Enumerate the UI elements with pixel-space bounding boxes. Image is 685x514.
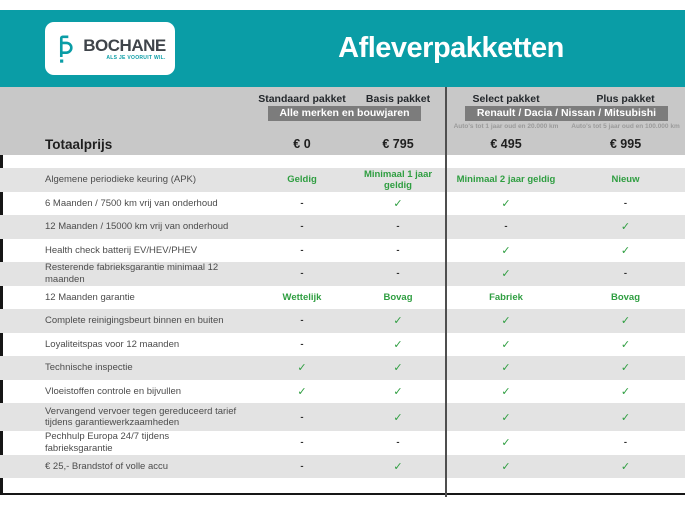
cell-standaard: - <box>300 221 304 233</box>
package-names-row <box>0 87 685 104</box>
cell-plus: ✓ <box>620 385 631 398</box>
price-select: € 495 <box>490 137 522 151</box>
feature-label: Technische inspectie <box>45 362 133 374</box>
cell-plus: Nieuw <box>611 174 640 186</box>
feature-label: 6 Maanden / 7500 km vrij van onderhoud <box>45 197 218 209</box>
feature-label: 12 Maanden / 15000 km vrij van onderhoud <box>45 221 229 233</box>
header-bar <box>0 10 685 87</box>
badge-brands: Renault / Dacia / Nissan / Mitsubishi <box>465 106 668 121</box>
feature-label: Loyaliteitspas voor 12 maanden <box>45 338 180 350</box>
cell-basis: - <box>396 268 400 280</box>
price-standaard: € 0 <box>293 137 311 151</box>
cell-select: ✓ <box>501 244 511 257</box>
bochane-logo <box>45 22 175 75</box>
table-row <box>0 380 685 404</box>
feature-label: Pechhulp Europa 24/7 tijdens fabrieksgarantie <box>45 431 170 454</box>
cell-select: ✓ <box>501 437 511 450</box>
badge-all-brands: Alle merken en bouwjaren <box>268 106 421 121</box>
cell-basis: ✓ <box>393 197 403 210</box>
bottom-margin <box>0 495 685 513</box>
cell-standaard: ✓ <box>297 362 307 375</box>
total-price-row <box>0 133 685 155</box>
cell-basis: - <box>396 244 400 256</box>
cell-plus: ✓ <box>620 244 631 257</box>
cell-standaard: - <box>300 411 304 423</box>
cell-basis: ✓ <box>393 460 403 473</box>
feature-label: 12 Maanden garantie <box>45 291 135 303</box>
cell-standaard: - <box>300 197 304 209</box>
table-row <box>0 215 685 239</box>
cell-standaard: - <box>300 244 304 256</box>
cell-basis: Minimaal 1 jaar geldig <box>363 168 433 191</box>
cell-standaard: Geldig <box>287 174 317 186</box>
feature-rows <box>0 168 685 478</box>
package-header-standaard: Standaard pakket <box>258 92 346 105</box>
table-row <box>0 168 685 192</box>
cell-basis: ✓ <box>393 385 403 398</box>
note-select: Auto's tot 1 jaar oud en 20.000 km <box>453 123 559 131</box>
cell-plus: ✓ <box>620 362 631 375</box>
bochane-logo-icon <box>54 34 77 64</box>
feature-label: Algemene periodieke keuring (APK) <box>45 174 197 186</box>
cell-plus: - <box>623 197 628 209</box>
table-row <box>0 333 685 357</box>
package-header-basis: Basis pakket <box>365 92 431 105</box>
price-basis: € 795 <box>382 137 414 151</box>
table-row <box>0 431 685 455</box>
package-header-select: Select pakket <box>472 92 540 105</box>
cell-basis: - <box>396 221 400 233</box>
cell-plus: - <box>623 268 628 280</box>
feature-label: € 25,- Brandstof of volle accu <box>45 460 169 472</box>
cell-basis: ✓ <box>393 315 403 328</box>
group-divider-line <box>445 87 447 497</box>
feature-label: Complete reinigingsbeurt binnen en buiten <box>45 315 224 327</box>
table-row <box>0 286 685 310</box>
column-header-band <box>0 87 685 155</box>
cell-standaard: - <box>300 460 304 472</box>
cell-standaard: ✓ <box>297 385 307 398</box>
cell-select: ✓ <box>501 460 511 473</box>
cell-plus: ✓ <box>620 315 631 328</box>
spacer-row <box>0 155 685 168</box>
logo-tagline: ALS JE VOORUIT WIL. <box>106 54 166 61</box>
table-row <box>0 309 685 333</box>
cell-select: ✓ <box>501 385 511 398</box>
cell-plus: ✓ <box>620 460 631 473</box>
logo-brand: BOCHANE <box>83 35 166 55</box>
total-price-label: Totaalprijs <box>45 136 113 152</box>
feature-label: Vloeistoffen controle en bijvullen <box>45 385 182 397</box>
feature-label: Vervangend vervoer tegen gereduceerd tarief tijdens garantiewerkzaamheden <box>45 405 237 428</box>
cell-plus: ✓ <box>620 338 631 351</box>
cell-plus: ✓ <box>620 411 631 424</box>
cell-standaard: Wettelijk <box>282 291 322 303</box>
cell-basis: ✓ <box>393 362 403 375</box>
cell-standaard: - <box>300 437 304 449</box>
table-row <box>0 239 685 263</box>
table-row <box>0 262 685 286</box>
cell-select: ✓ <box>501 338 511 351</box>
cell-plus: ✓ <box>620 221 631 234</box>
cell-standaard: - <box>300 268 304 280</box>
cell-plus: - <box>623 437 628 449</box>
cell-select: Fabriek <box>489 291 523 303</box>
package-header-plus: Plus pakket <box>596 92 655 105</box>
table-row <box>0 356 685 380</box>
cell-basis: ✓ <box>393 411 403 424</box>
cell-select: ✓ <box>501 197 511 210</box>
cell-select: ✓ <box>501 362 511 375</box>
table-footer <box>0 478 685 495</box>
cell-basis: ✓ <box>393 338 403 351</box>
page-title: Afleverpakketten <box>338 32 564 64</box>
cell-standaard: - <box>300 315 304 327</box>
logo-text <box>83 37 165 61</box>
cell-select: ✓ <box>501 411 511 424</box>
table-row <box>0 403 685 431</box>
package-notes-row <box>0 122 685 133</box>
feature-label: Health check batterij EV/HEV/PHEV <box>45 244 198 256</box>
note-plus: Auto's tot 5 jaar oud en 100.000 km <box>571 123 680 131</box>
cell-standaard: - <box>300 338 304 350</box>
group-badges-row <box>0 104 685 122</box>
price-plus: € 995 <box>609 137 642 151</box>
cell-basis: Bovag <box>383 291 413 303</box>
cell-basis: - <box>396 437 400 449</box>
cell-select: ✓ <box>501 315 511 328</box>
cell-select: ✓ <box>501 268 511 281</box>
feature-label: Resterende fabrieksgarantie minimaal 12 maanden <box>45 262 219 285</box>
table-row <box>0 455 685 479</box>
cell-plus: Bovag <box>610 291 641 303</box>
top-margin <box>0 0 685 10</box>
cell-select: - <box>504 221 508 233</box>
cell-select: Minimaal 2 jaar geldig <box>456 174 556 186</box>
table-row <box>0 192 685 216</box>
